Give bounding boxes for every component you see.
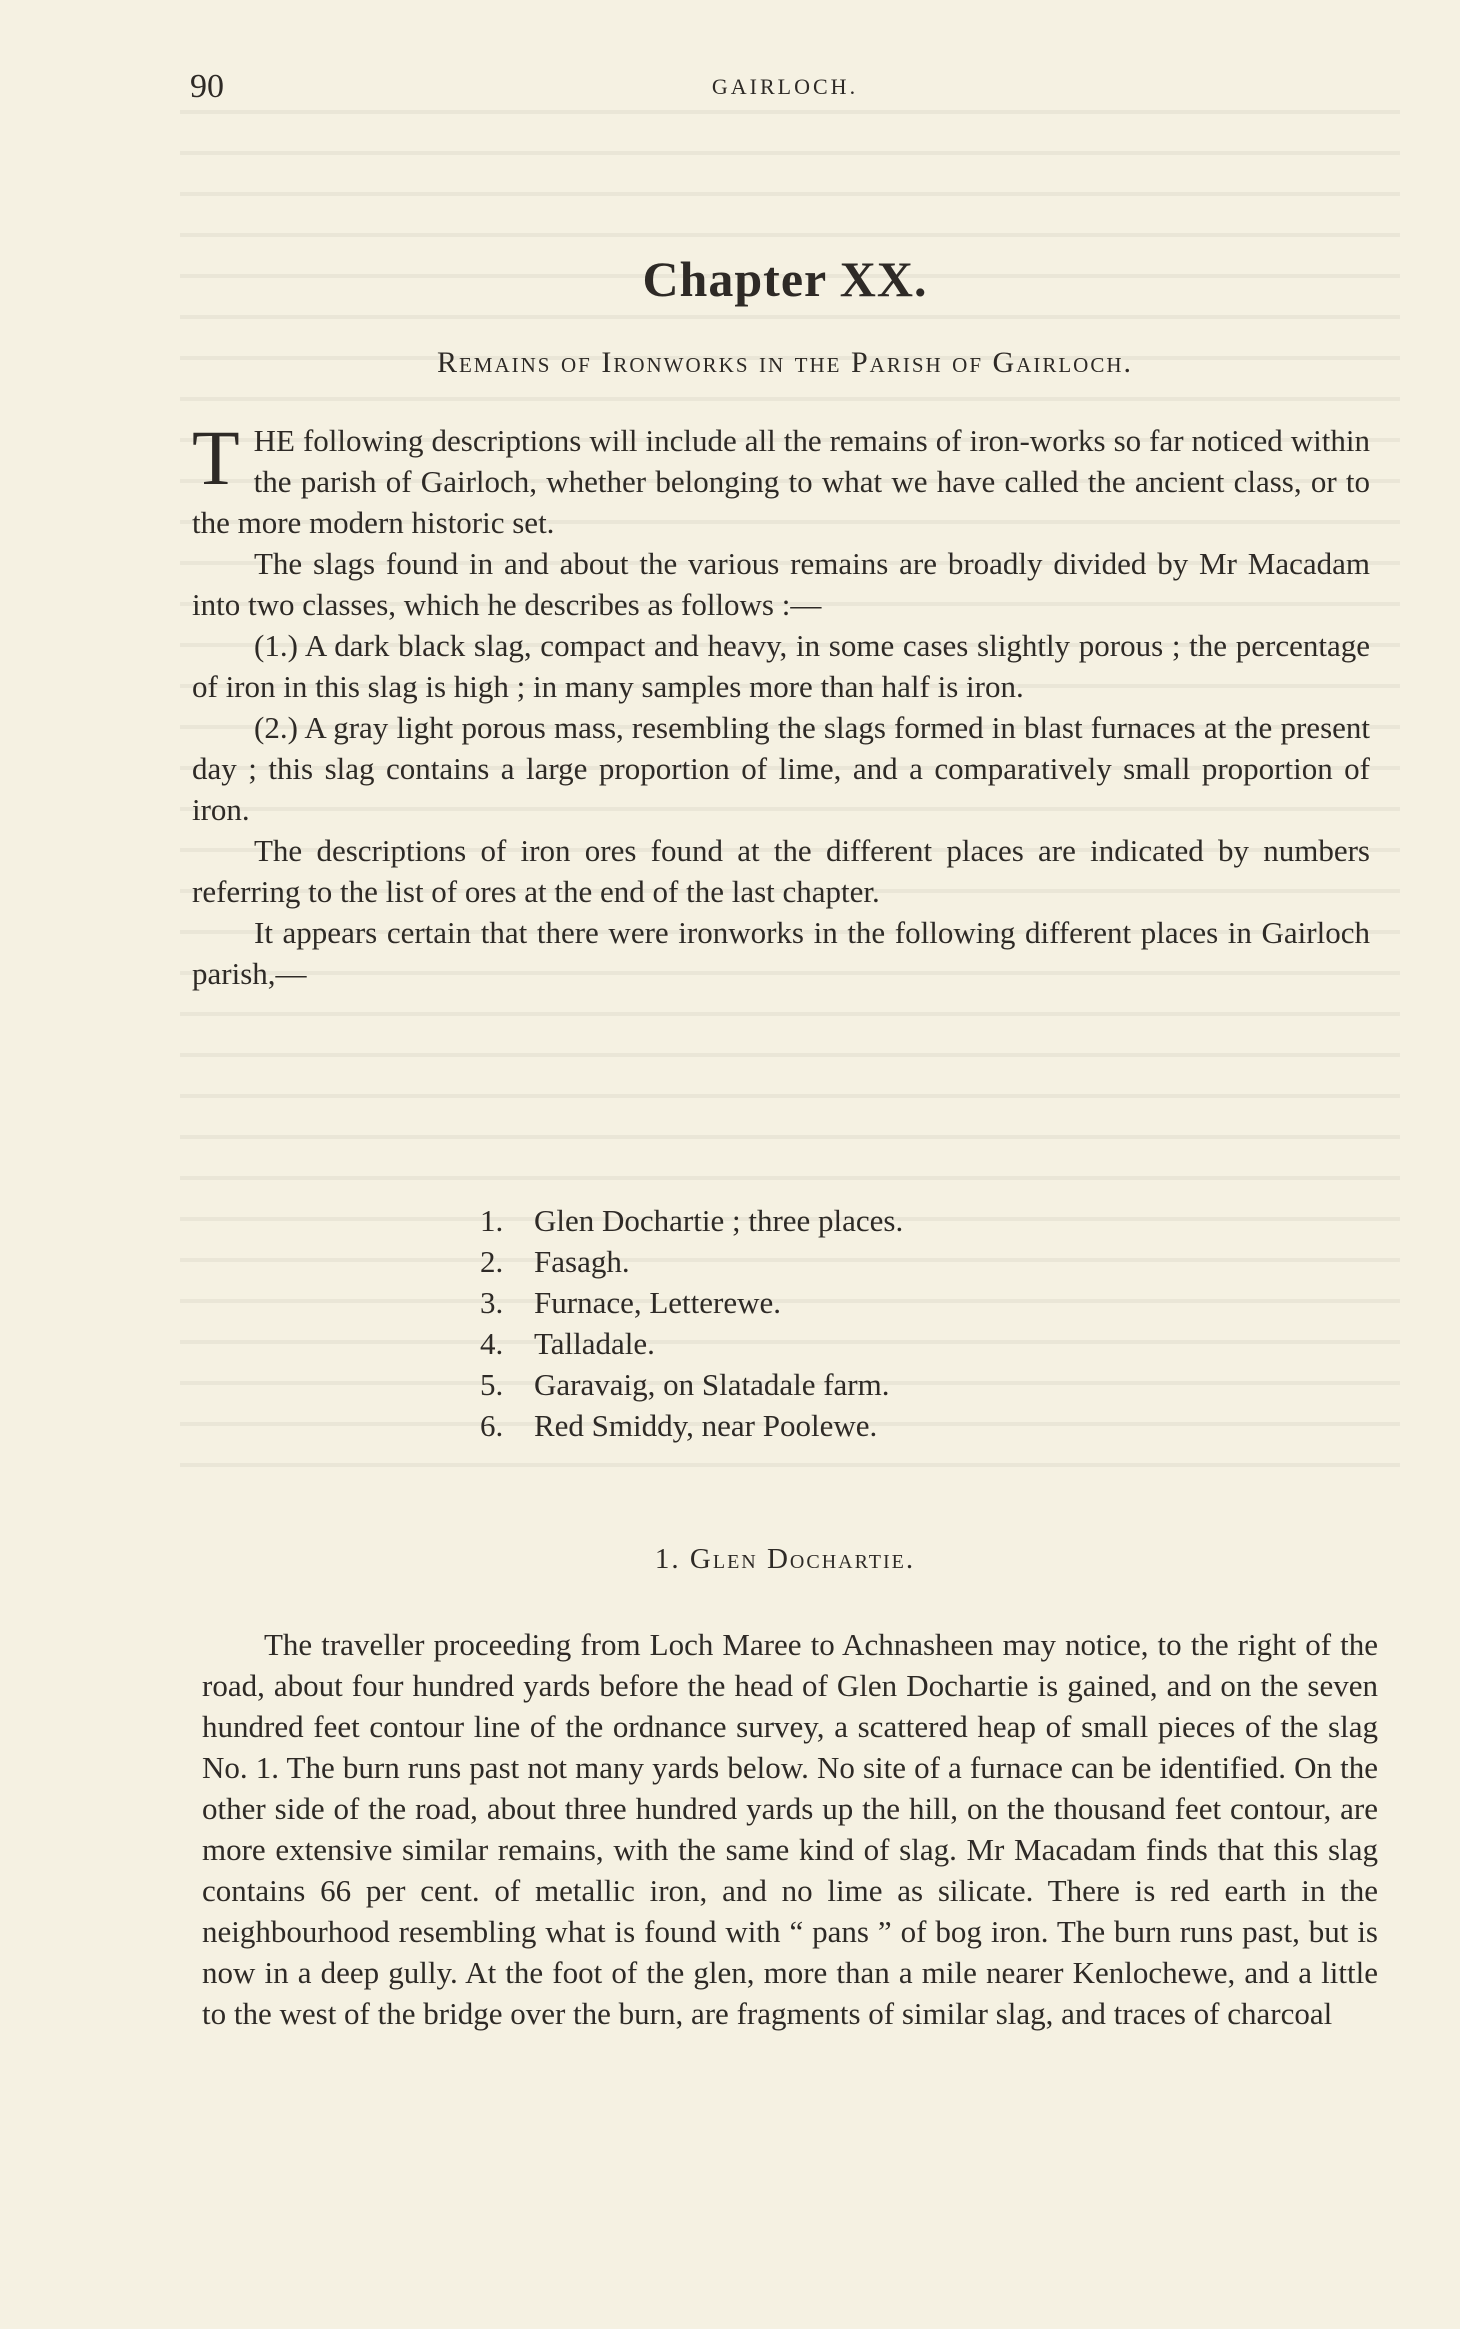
chapter-title: Chapter XX. — [642, 251, 928, 307]
list-item — [480, 1323, 1180, 1364]
chapter-subtitle: Remains of Ironworks in the Parish of Gairloch. — [436, 346, 1134, 379]
list-number: 6. — [480, 1408, 504, 1443]
paragraph-intro — [192, 414, 1370, 543]
paragraph-slags: The slags found in and about the various remains are broadly divided by Mr Macadam into two classes, which he describes as follows :— — [192, 546, 1370, 622]
list-text: Fasagh. — [534, 1244, 630, 1279]
list-number: 5. — [480, 1367, 504, 1402]
list-text: Garavaig, on Slatadale farm. — [534, 1367, 890, 1402]
list-item — [480, 1200, 1180, 1241]
paragraph-places-intro: It appears certain that there were ironworks in the following different places in Gairloch parish,— — [192, 915, 1370, 991]
list-item — [480, 1405, 1180, 1446]
list-number: 3. — [480, 1285, 504, 1320]
list-text: Red Smiddy, near Poolewe. — [534, 1408, 878, 1443]
list-item — [480, 1241, 1180, 1282]
paragraph-glen-dochartie: The traveller proceeding from Loch Maree to Achnasheen may notice, to the right of the road, about four hundred yards before the head of Glen Dochartie is gained, and on the seven hundred feet contour line of the ordnance survey, a scattered heap of small pieces of the slag No. 1. The burn runs past not many yards below. No site of a furnace can be identified. On the other side of the road, about three hundred yards up the hill, on the thousand feet contour, are more extensive similar remains, with the same kind of slag. Mr Macadam finds that this slag contains 66 per cent. of metallic iron, and no lime as silicate. There is red earth in the neighbourhood resembling what is found with “ pans ” of bog iron. The burn runs past, but is now in a deep gully. At the foot of the glen, more than a mile nearer Kenlochewe, and a little to the west of the bridge over the burn, are fragments of similar slag, and traces of charcoal — [202, 1627, 1378, 2031]
body-text — [192, 414, 1370, 994]
places-list — [480, 1200, 1180, 1446]
page-header — [190, 68, 1380, 108]
list-number: 2. — [480, 1244, 504, 1279]
list-item — [480, 1364, 1180, 1405]
paragraph-ores: The descriptions of iron ores found at the different places are indicated by numbers referring to the list of ores at the end of the last chapter. — [192, 833, 1370, 909]
paragraph-slag-2: (2.) A gray light porous mass, resembling the slags formed in blast furnaces at the present day ; this slag contains a large proportion of lime, and a comparatively small proportion of iron. — [192, 710, 1370, 827]
list-text: Talladale. — [534, 1326, 655, 1361]
list-number: 1. — [480, 1203, 504, 1238]
paragraph-text: HE following descriptions will include all the remains of iron-works so far noticed within the parish of Gairloch, whether belonging to what we have called the ancient class, or to the more modern historic set. — [192, 423, 1370, 540]
list-text: Furnace, Letterewe. — [534, 1285, 782, 1320]
running-head: GAIRLOCH. — [711, 74, 859, 99]
drop-cap: T — [192, 414, 240, 501]
paragraph-slag-1: (1.) A dark black slag, compact and heavy, in some cases slightly porous ; the percentage of iron in this slag is high ; in many samples more than half is iron. — [192, 628, 1370, 704]
page-number: 90 — [190, 68, 224, 105]
list-text: Glen Dochartie ; three places. — [534, 1203, 904, 1238]
list-number: 4. — [480, 1326, 504, 1361]
section-text — [202, 1624, 1378, 2034]
section-title: 1. Glen Dochartie. — [654, 1543, 916, 1575]
list-item — [480, 1282, 1180, 1323]
